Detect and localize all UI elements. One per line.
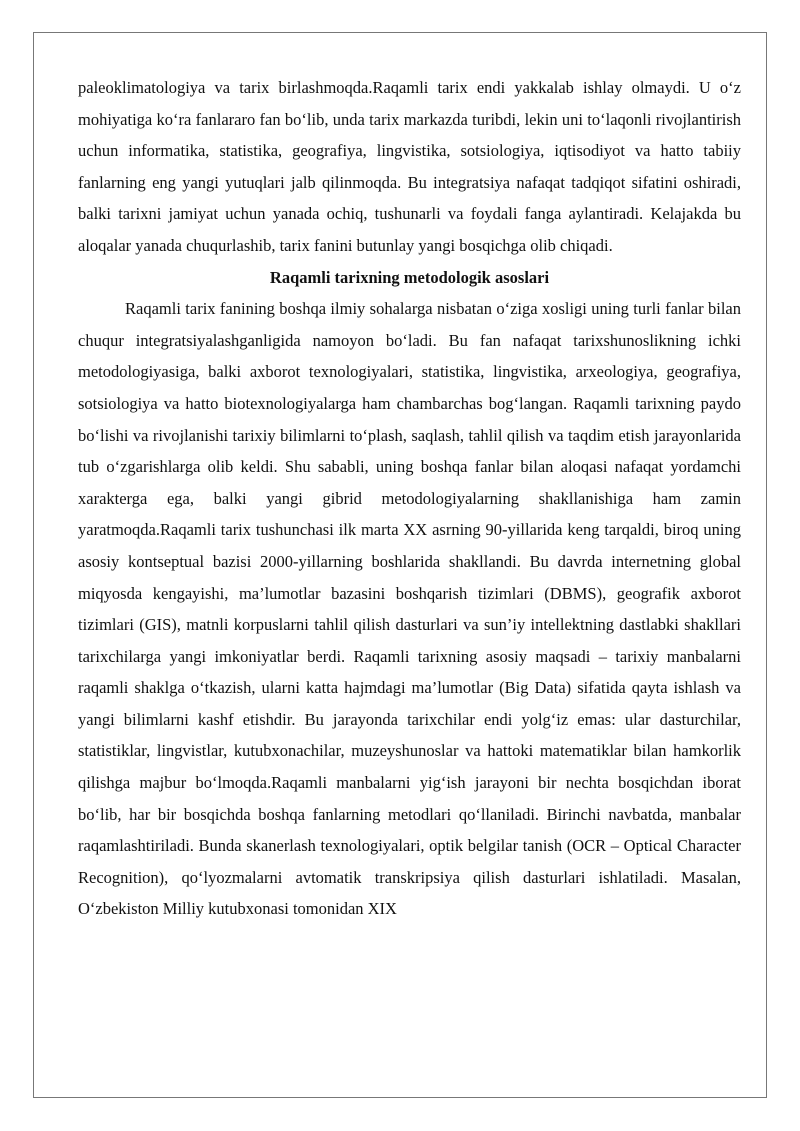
section-heading: Raqamli tarixning metodologik asoslari <box>269 267 550 287</box>
document-body <box>78 72 741 925</box>
paragraph-continuation: paleoklimatologiya va tarix birlashmoqda.Raqamli tarix endi yakkalab ishlay olmaydi. U o‘z mohiyatiga ko‘ra fanlararo fan bo‘lib, unda tarix markazda turibdi, lekin uni to‘laqonli rivojlantirish uchun informatika, statistika, geografiya, lingvistika, sotsiologiya, iqtisodiyot va hatto tabiiy fanlarning eng yangi yutuqlari jalb qilinmoqda. Bu integratsiya nafaqat tadqiqot sifatini oshiradi, balki tarixni jamiyat uchun yanada ochiq, tushunarli va foydali fanga aylantiradi. Kelajakda bu aloqalar yanada chuqurlashib, tarix fanini butunlay yangi bosqichga olib chiqadi. <box>78 78 741 255</box>
paragraph-main: Raqamli tarix fanining boshqa ilmiy sohalarga nisbatan o‘ziga xosligi uning turli fanlar bilan chuqur integratsiyalashganligida namoyon bo‘ladi. Bu fan nafaqat tarixshunoslikning ichki metodologiyasiga, balki axborot texnologiyalari, statistika, lingvistika, arxeologiya, geografiya, sotsiologiya va hatto biotexnologiyalarga ham chambarchas bog‘langan. Raqamli tarixning paydo bo‘lishi va rivojlanishi tarixiy bilimlarni to‘plash, saqlash, tahlil qilish va taqdim etish jarayonlarida tub o‘zgarishlarga olib keldi. Shu sababli, uning boshqa fanlar bilan aloqasi nafaqat yordamchi xarakterga ega, balki yangi gibrid metodologiyalarning shakllanishiga ham zamin yaratmoqda.Raqamli tarix tushunchasi ilk marta XX asrning 90-yillarida keng tarqaldi, biroq uning asosiy kontseptual bazisi 2000-yillarning boshlarida shakllandi. Bu davrda internetning global miqyosda kengayishi, ma’lumotlar bazasini boshqarish tizimlari (DBMS), geografik axborot tizimlari (GIS), matnli korpuslarni tahlil qilish dasturlari va sun’iy intellektning dastlabki shakllari tarixchilarga yangi imkoniyatlar berdi. Raqamli tarixning asosiy maqsadi – tarixiy manbalarni raqamli shaklga o‘tkazish, ularni katta hajmdagi ma’lumotlar (Big Data) sifatida qayta ishlash va yangi bilimlarni kashf etishdir. Bu jarayonda tarixchilar endi yolg‘iz emas: ular dasturchilar, statistiklar, lingvistlar, kutubxonachilar, muzeyshunoslar va hattoki matematiklar bilan hamkorlik qilishga majbur bo‘lmoqda.Raqamli manbalarni yig‘ish jarayoni bir nechta bosqichdan iborat bo‘lib, har bir bosqichda boshqa fanlarning metodlari qo‘llaniladi. Birinchi navbatda, manbalar raqamlashtiriladi. Bunda skanerlash texnologiyalari, optik belgilar tanish (OCR – Optical Character Recognition), qo‘lyozmalarni avtomatik transkripsiya qilish dasturlari ishlatiladi. Masalan, O‘zbekiston Milliy kutubxonasi tomonidan XIX <box>78 299 741 919</box>
